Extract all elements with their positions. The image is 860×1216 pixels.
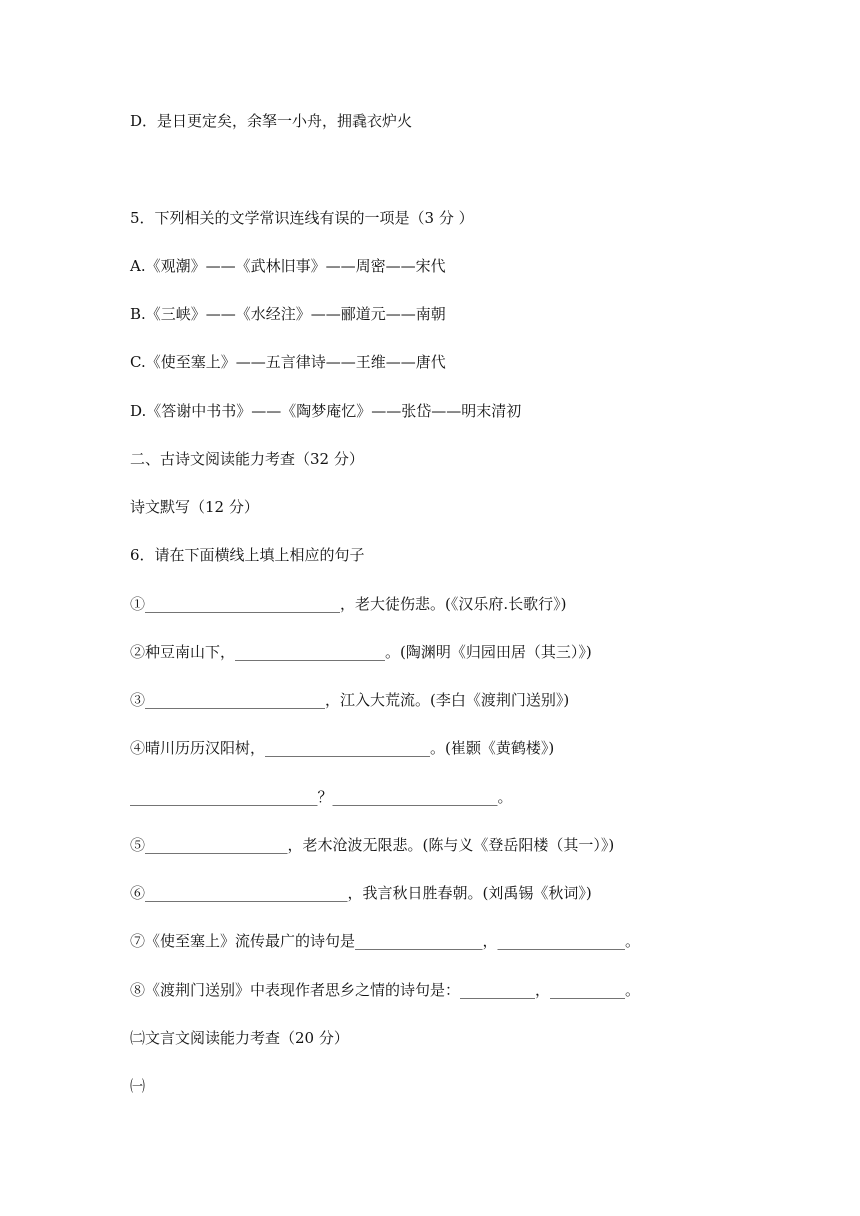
fill-blank-item: ②种豆南山下，____________________。(陶渊明《归园田居（其三）》) bbox=[130, 643, 592, 661]
question-6-stem: 6．请在下面横线上填上相应的句子 bbox=[130, 546, 365, 564]
option-d-text: D．是日更定矣，余拏一小舟，拥毳衣炉火 bbox=[130, 112, 413, 130]
section-heading: 二、古诗文阅读能力考查（32 分） bbox=[130, 450, 364, 468]
fill-blank-item: ③________________________，江入大荒流。(李白《渡荆门送别》) bbox=[130, 691, 570, 709]
fill-blank-item: ④晴川历历汉阳树，______________________。(崔颢《黄鹤楼》) bbox=[130, 739, 555, 757]
question-5-option-d: D.《答谢中书书》——《陶梦庵忆》——张岱——明末清初 bbox=[130, 402, 522, 420]
fill-blank-item: ⑤___________________，老木沧波无限悲。(陈与义《登岳阳楼（其一）》) bbox=[130, 836, 615, 854]
question-5-option-a: A.《观潮》——《武林旧事》——周密——宋代 bbox=[130, 257, 446, 275]
fill-blank-item: ⑥___________________________，我言秋日胜春朝。(刘禹锡《秋词》) bbox=[130, 884, 592, 902]
fill-blank-item: ⑦《使至塞上》流传最广的诗句是_________________，_________________。 bbox=[130, 932, 641, 950]
part-one-marker: ㈠ bbox=[130, 1077, 146, 1095]
fill-blank-item: ①__________________________，老大徒伤悲。(《汉乐府.长歌行》) bbox=[130, 595, 567, 613]
fill-blank-item: ⑧《渡荆门送别》中表现作者思乡之情的诗句是：__________，__________。 bbox=[130, 981, 641, 999]
question-5-option-b: B.《三峡》——《水经注》——郦道元——南朝 bbox=[130, 305, 446, 323]
classical-reading-heading: ㈡文言文阅读能力考查（20 分） bbox=[130, 1029, 349, 1047]
question-5-option-c: C.《使至塞上》——五言律诗——王维——唐代 bbox=[130, 353, 446, 371]
question-5-stem: 5．下列相关的文学常识连线有误的一项是（3 分 ） bbox=[130, 209, 474, 227]
subsection-heading: 诗文默写（12 分） bbox=[130, 498, 259, 516]
fill-blank-item: _________________________？______________________。 bbox=[130, 788, 513, 806]
